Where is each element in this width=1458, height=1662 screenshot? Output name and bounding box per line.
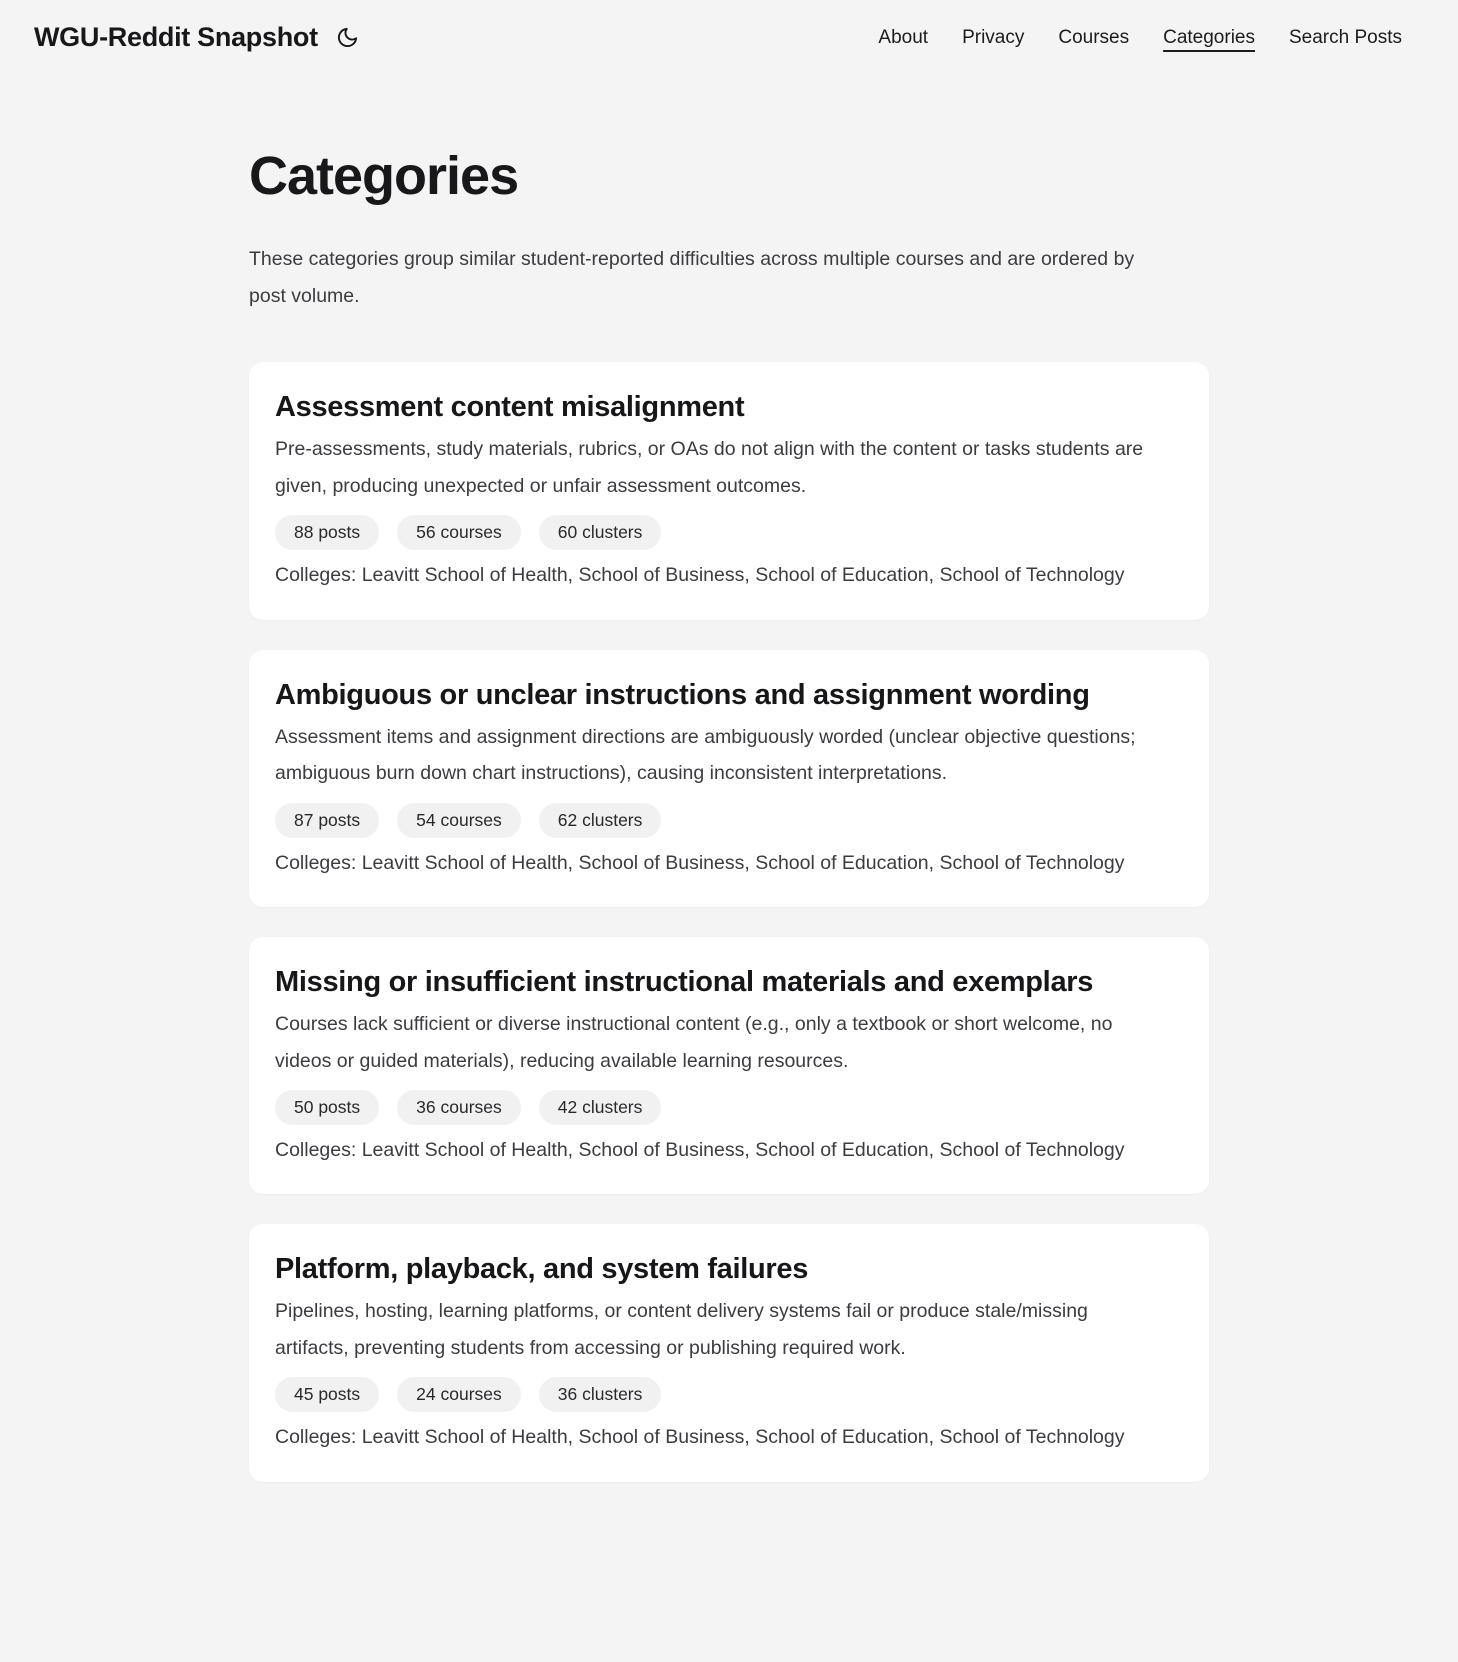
category-colleges: Colleges: Leavitt School of Health, School of Business, School of Education, School of Technology <box>275 564 1125 587</box>
main-nav <box>878 27 1402 49</box>
posts-badge: 88 posts <box>275 515 379 550</box>
category-card <box>249 1224 1209 1481</box>
nav-item-search-posts[interactable]: Search Posts <box>1289 26 1402 48</box>
courses-badge: 36 courses <box>397 1090 521 1125</box>
courses-badge: 24 courses <box>397 1377 521 1412</box>
clusters-badge: 60 clusters <box>539 515 662 550</box>
moon-icon <box>336 26 359 49</box>
category-card <box>249 362 1209 619</box>
category-card <box>249 937 1209 1194</box>
posts-badge: 87 posts <box>275 803 379 838</box>
category-description: Courses lack sufficient or diverse instructional content (e.g., only a textbook or short welcome, no videos or guided materials), reducing available learning resources. <box>275 1013 1113 1072</box>
category-badges <box>275 1377 1183 1412</box>
category-title: Missing or insufficient instructional materials and exemplars <box>275 966 1094 999</box>
clusters-badge: 36 clusters <box>539 1377 662 1412</box>
category-description: Pipelines, hosting, learning platforms, or content delivery systems fail or produce stale/missing artifacts, preventing students from accessing or publishing required work. <box>275 1300 1088 1359</box>
category-badges <box>275 803 1183 838</box>
page-title: Categories <box>249 146 519 206</box>
category-list <box>249 362 1209 1482</box>
posts-badge: 50 posts <box>275 1090 379 1125</box>
category-title: Assessment content misalignment <box>275 391 745 424</box>
courses-badge: 56 courses <box>397 515 521 550</box>
category-colleges: Colleges: Leavitt School of Health, School of Business, School of Education, School of Technology <box>275 851 1125 874</box>
page-intro: These categories group similar student-reported difficulties across multiple courses and are ordered by post volume. <box>249 248 1135 307</box>
nav-item-courses[interactable]: Courses <box>1058 26 1130 48</box>
brand <box>34 22 361 53</box>
clusters-badge: 42 clusters <box>539 1090 662 1125</box>
app-header <box>0 0 1458 75</box>
category-badges <box>275 515 1183 550</box>
category-badges <box>275 1090 1183 1125</box>
theme-toggle-button[interactable] <box>334 24 361 51</box>
category-title: Ambiguous or unclear instructions and assignment wording <box>275 678 1090 711</box>
category-description: Assessment items and assignment directions are ambiguously worded (unclear objective questions; ambiguous burn down chart instructions), causing inconsistent interpretations. <box>275 725 1136 785</box>
app-title[interactable]: WGU-Reddit Snapshot <box>34 22 318 52</box>
nav-item-about[interactable]: About <box>878 26 929 48</box>
clusters-badge: 62 clusters <box>539 803 662 838</box>
courses-badge: 54 courses <box>397 803 521 838</box>
nav-item-privacy[interactable]: Privacy <box>962 26 1025 48</box>
category-title: Platform, playback, and system failures <box>275 1253 809 1286</box>
category-description: Pre-assessments, study materials, rubrics, or OAs do not align with the content or tasks students are given, producing unexpected or unfair assessment outcomes. <box>275 438 1144 497</box>
posts-badge: 45 posts <box>275 1377 379 1412</box>
category-colleges: Colleges: Leavitt School of Health, School of Business, School of Education, School of Technology <box>275 1138 1125 1161</box>
category-colleges: Colleges: Leavitt School of Health, School of Business, School of Education, School of Technology <box>275 1426 1125 1449</box>
nav-item-categories[interactable]: Categories <box>1163 26 1255 48</box>
category-card <box>249 650 1209 907</box>
main-content <box>249 145 1209 1482</box>
